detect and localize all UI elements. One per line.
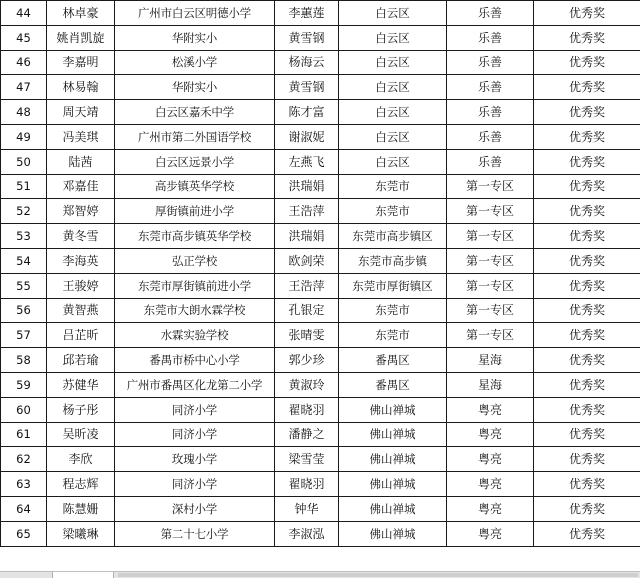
cell-school[interactable]: 同济小学 bbox=[115, 422, 275, 447]
table-row bbox=[1, 149, 640, 174]
cell-zone[interactable]: 乐善 bbox=[447, 149, 534, 174]
cell-number[interactable]: 64 bbox=[1, 496, 47, 521]
cell-school[interactable]: 水霖实验学校 bbox=[115, 323, 275, 348]
cell-student-name[interactable]: 林卓豪 bbox=[47, 1, 115, 26]
cell-number[interactable]: 57 bbox=[1, 323, 47, 348]
cell-student-name[interactable]: 李欣 bbox=[47, 447, 115, 472]
cell-zone[interactable]: 乐善 bbox=[447, 50, 534, 75]
cell-school[interactable]: 玫瑰小学 bbox=[115, 447, 275, 472]
cell-teacher[interactable]: 潘静之 bbox=[275, 422, 339, 447]
cell-number[interactable]: 44 bbox=[1, 1, 47, 26]
cell-district[interactable]: 佛山禅城 bbox=[339, 521, 447, 546]
table-row bbox=[1, 174, 640, 199]
cell-teacher[interactable]: 欧剑荣 bbox=[275, 248, 339, 273]
table-row bbox=[1, 50, 640, 75]
cell-school[interactable]: 厚街镇前进小学 bbox=[115, 199, 275, 224]
cell-school[interactable]: 东莞市高步镇英华学校 bbox=[115, 224, 275, 249]
cell-number[interactable]: 62 bbox=[1, 447, 47, 472]
cell-student-name[interactable]: 邱若瑜 bbox=[47, 348, 115, 373]
cell-student-name[interactable]: 杨子彤 bbox=[47, 397, 115, 422]
cell-number[interactable]: 53 bbox=[1, 224, 47, 249]
cell-zone[interactable]: 粤亮 bbox=[447, 472, 534, 497]
cell-teacher[interactable]: 杨海云 bbox=[275, 50, 339, 75]
cell-district[interactable]: 白云区 bbox=[339, 149, 447, 174]
cell-award[interactable]: 优秀奖 bbox=[534, 521, 640, 546]
cell-student-name[interactable]: 苏健华 bbox=[47, 372, 115, 397]
cell-number[interactable]: 46 bbox=[1, 50, 47, 75]
cell-teacher[interactable]: 黄雪钢 bbox=[275, 25, 339, 50]
cell-zone[interactable]: 星海 bbox=[447, 348, 534, 373]
table-row bbox=[1, 248, 640, 273]
cell-award[interactable]: 优秀奖 bbox=[534, 472, 640, 497]
table-row bbox=[1, 422, 640, 447]
cell-school[interactable]: 华附实小 bbox=[115, 25, 275, 50]
cell-number[interactable]: 59 bbox=[1, 372, 47, 397]
cell-school[interactable]: 白云区嘉禾中学 bbox=[115, 100, 275, 125]
cell-school[interactable]: 白云区远景小学 bbox=[115, 149, 275, 174]
cell-school[interactable]: 广州市白云区明德小学 bbox=[115, 1, 275, 26]
cell-award[interactable]: 优秀奖 bbox=[534, 422, 640, 447]
cell-number[interactable]: 58 bbox=[1, 348, 47, 373]
table-row bbox=[1, 521, 640, 546]
table-row bbox=[1, 323, 640, 348]
cell-teacher[interactable]: 郭少珍 bbox=[275, 348, 339, 373]
cell-teacher[interactable]: 孔银定 bbox=[275, 298, 339, 323]
cell-teacher[interactable]: 洪瑞娟 bbox=[275, 224, 339, 249]
cell-award[interactable]: 优秀奖 bbox=[534, 323, 640, 348]
cell-district[interactable]: 东莞市高步镇区 bbox=[339, 224, 447, 249]
cell-number[interactable]: 47 bbox=[1, 75, 47, 100]
cell-district[interactable]: 东莞市 bbox=[339, 298, 447, 323]
cell-district[interactable]: 佛山禅城 bbox=[339, 472, 447, 497]
cell-teacher[interactable]: 黄淑玲 bbox=[275, 372, 339, 397]
table-row bbox=[1, 397, 640, 422]
cell-district[interactable]: 东莞市 bbox=[339, 323, 447, 348]
cell-award[interactable]: 优秀奖 bbox=[534, 25, 640, 50]
cell-zone[interactable]: 乐善 bbox=[447, 25, 534, 50]
cell-award[interactable]: 优秀奖 bbox=[534, 447, 640, 472]
cell-award[interactable]: 优秀奖 bbox=[534, 348, 640, 373]
cell-zone[interactable]: 粤亮 bbox=[447, 422, 534, 447]
cell-district[interactable]: 白云区 bbox=[339, 25, 447, 50]
cell-number[interactable]: 54 bbox=[1, 248, 47, 273]
cell-award[interactable]: 优秀奖 bbox=[534, 100, 640, 125]
cell-award[interactable]: 优秀奖 bbox=[534, 149, 640, 174]
cell-teacher[interactable]: 李蕙莲 bbox=[275, 1, 339, 26]
cell-award[interactable]: 优秀奖 bbox=[534, 298, 640, 323]
cell-zone[interactable]: 第一专区 bbox=[447, 174, 534, 199]
cell-district[interactable]: 佛山禅城 bbox=[339, 397, 447, 422]
cell-zone[interactable]: 星海 bbox=[447, 372, 534, 397]
table-row bbox=[1, 298, 640, 323]
cell-student-name[interactable]: 程志辉 bbox=[47, 472, 115, 497]
cell-teacher[interactable]: 翟晓羽 bbox=[275, 472, 339, 497]
cell-student-name[interactable]: 周天靖 bbox=[47, 100, 115, 125]
cell-school[interactable]: 同济小学 bbox=[115, 472, 275, 497]
cell-teacher[interactable]: 翟晓羽 bbox=[275, 397, 339, 422]
cell-school[interactable]: 广州市第二外国语学校 bbox=[115, 124, 275, 149]
cell-teacher[interactable]: 洪瑞娟 bbox=[275, 174, 339, 199]
horizontal-scrollbar[interactable] bbox=[118, 573, 638, 577]
cell-number[interactable]: 49 bbox=[1, 124, 47, 149]
table-row bbox=[1, 100, 640, 125]
table-row bbox=[1, 1, 640, 26]
cell-school[interactable]: 深村小学 bbox=[115, 496, 275, 521]
cell-award[interactable]: 优秀奖 bbox=[534, 1, 640, 26]
cell-student-name[interactable]: 梁曦琳 bbox=[47, 521, 115, 546]
cell-number[interactable]: 51 bbox=[1, 174, 47, 199]
cell-student-name[interactable]: 郑智婷 bbox=[47, 199, 115, 224]
cell-district[interactable]: 东莞市 bbox=[339, 174, 447, 199]
cell-student-name[interactable]: 黄智燕 bbox=[47, 298, 115, 323]
cell-award[interactable]: 优秀奖 bbox=[534, 75, 640, 100]
cell-award[interactable]: 优秀奖 bbox=[534, 50, 640, 75]
cell-award[interactable]: 优秀奖 bbox=[534, 372, 640, 397]
cell-zone[interactable]: 粤亮 bbox=[447, 397, 534, 422]
cell-award[interactable]: 优秀奖 bbox=[534, 397, 640, 422]
cell-school[interactable]: 第二十七小学 bbox=[115, 521, 275, 546]
cell-teacher[interactable]: 李淑泓 bbox=[275, 521, 339, 546]
table-row bbox=[1, 124, 640, 149]
cell-district[interactable]: 白云区 bbox=[339, 1, 447, 26]
cell-zone[interactable]: 乐善 bbox=[447, 1, 534, 26]
cell-student-name[interactable]: 李海英 bbox=[47, 248, 115, 273]
cell-district[interactable]: 白云区 bbox=[339, 100, 447, 125]
cell-zone[interactable]: 第一专区 bbox=[447, 199, 534, 224]
cell-award[interactable]: 优秀奖 bbox=[534, 174, 640, 199]
cell-student-name[interactable]: 邓嘉佳 bbox=[47, 174, 115, 199]
cell-teacher[interactable]: 王浩萍 bbox=[275, 273, 339, 298]
cell-teacher[interactable]: 张晴雯 bbox=[275, 323, 339, 348]
cell-district[interactable]: 佛山禅城 bbox=[339, 447, 447, 472]
cell-school[interactable]: 番禺市桥中心小学 bbox=[115, 348, 275, 373]
table-row bbox=[1, 273, 640, 298]
cell-district[interactable]: 佛山禅城 bbox=[339, 422, 447, 447]
cell-district[interactable]: 东莞市 bbox=[339, 199, 447, 224]
cell-student-name[interactable]: 陆茜 bbox=[47, 149, 115, 174]
cell-zone[interactable]: 第一专区 bbox=[447, 248, 534, 273]
cell-teacher[interactable]: 黄雪钢 bbox=[275, 75, 339, 100]
cell-number[interactable]: 63 bbox=[1, 472, 47, 497]
cell-zone[interactable]: 粤亮 bbox=[447, 521, 534, 546]
cell-teacher[interactable]: 王浩萍 bbox=[275, 199, 339, 224]
cell-district[interactable]: 番禺区 bbox=[339, 348, 447, 373]
cell-district[interactable]: 东莞市高步镇 bbox=[339, 248, 447, 273]
cell-number[interactable]: 61 bbox=[1, 422, 47, 447]
table-body bbox=[1, 1, 640, 547]
cell-number[interactable]: 45 bbox=[1, 25, 47, 50]
cell-district[interactable]: 白云区 bbox=[339, 124, 447, 149]
cell-number[interactable]: 65 bbox=[1, 521, 47, 546]
cell-number[interactable]: 52 bbox=[1, 199, 47, 224]
cell-award[interactable]: 优秀奖 bbox=[534, 124, 640, 149]
table-row bbox=[1, 75, 640, 100]
table-row bbox=[1, 447, 640, 472]
table-row bbox=[1, 348, 640, 373]
cell-award[interactable]: 优秀奖 bbox=[534, 496, 640, 521]
cell-school[interactable]: 松溪小学 bbox=[115, 50, 275, 75]
cell-zone[interactable]: 第一专区 bbox=[447, 298, 534, 323]
cell-school[interactable]: 东莞市厚街镇前进小学 bbox=[115, 273, 275, 298]
cell-zone[interactable]: 第一专区 bbox=[447, 224, 534, 249]
cell-school[interactable]: 弘正学校 bbox=[115, 248, 275, 273]
table-row bbox=[1, 224, 640, 249]
cell-district[interactable]: 佛山禅城 bbox=[339, 496, 447, 521]
cell-zone[interactable]: 粤亮 bbox=[447, 496, 534, 521]
cell-student-name[interactable]: 吴昕凌 bbox=[47, 422, 115, 447]
table-row bbox=[1, 372, 640, 397]
cell-zone[interactable]: 第一专区 bbox=[447, 273, 534, 298]
sheet-tab[interactable] bbox=[52, 572, 114, 578]
cell-award[interactable]: 优秀奖 bbox=[534, 224, 640, 249]
cell-teacher[interactable]: 左燕飞 bbox=[275, 149, 339, 174]
cell-student-name[interactable]: 黄冬雪 bbox=[47, 224, 115, 249]
table-row bbox=[1, 25, 640, 50]
cell-student-name[interactable]: 李嘉明 bbox=[47, 50, 115, 75]
cell-award[interactable]: 优秀奖 bbox=[534, 248, 640, 273]
cell-school[interactable]: 东莞市大朗水霖学校 bbox=[115, 298, 275, 323]
table-row bbox=[1, 496, 640, 521]
cell-zone[interactable]: 乐善 bbox=[447, 100, 534, 125]
cell-number[interactable]: 56 bbox=[1, 298, 47, 323]
cell-number[interactable]: 55 bbox=[1, 273, 47, 298]
cell-student-name[interactable]: 王骏婷 bbox=[47, 273, 115, 298]
cell-teacher[interactable]: 陈才富 bbox=[275, 100, 339, 125]
cell-district[interactable]: 番禺区 bbox=[339, 372, 447, 397]
cell-teacher[interactable]: 钟华 bbox=[275, 496, 339, 521]
cell-student-name[interactable]: 姚肖凯旋 bbox=[47, 25, 115, 50]
cell-number[interactable]: 60 bbox=[1, 397, 47, 422]
cell-award[interactable]: 优秀奖 bbox=[534, 273, 640, 298]
cell-school[interactable]: 高步镇英华学校 bbox=[115, 174, 275, 199]
cell-zone[interactable]: 乐善 bbox=[447, 75, 534, 100]
cell-district[interactable]: 东莞市厚街镇区 bbox=[339, 273, 447, 298]
cell-award[interactable]: 优秀奖 bbox=[534, 199, 640, 224]
cell-teacher[interactable]: 谢淑妮 bbox=[275, 124, 339, 149]
cell-number[interactable]: 48 bbox=[1, 100, 47, 125]
cell-student-name[interactable]: 吕芷昕 bbox=[47, 323, 115, 348]
table-row bbox=[1, 472, 640, 497]
cell-number[interactable]: 50 bbox=[1, 149, 47, 174]
cell-student-name[interactable]: 陈慧姗 bbox=[47, 496, 115, 521]
cell-zone[interactable]: 粤亮 bbox=[447, 447, 534, 472]
cell-student-name[interactable]: 冯美琪 bbox=[47, 124, 115, 149]
cell-zone[interactable]: 第一专区 bbox=[447, 323, 534, 348]
cell-student-name[interactable]: 林易翰 bbox=[47, 75, 115, 100]
cell-school[interactable]: 华附实小 bbox=[115, 75, 275, 100]
cell-school[interactable]: 广州市番禺区化龙第二小学 bbox=[115, 372, 275, 397]
table-row bbox=[1, 199, 640, 224]
cell-district[interactable]: 白云区 bbox=[339, 75, 447, 100]
cell-zone[interactable]: 乐善 bbox=[447, 124, 534, 149]
cell-teacher[interactable]: 梁雪莹 bbox=[275, 447, 339, 472]
cell-school[interactable]: 同济小学 bbox=[115, 397, 275, 422]
cell-district[interactable]: 白云区 bbox=[339, 50, 447, 75]
